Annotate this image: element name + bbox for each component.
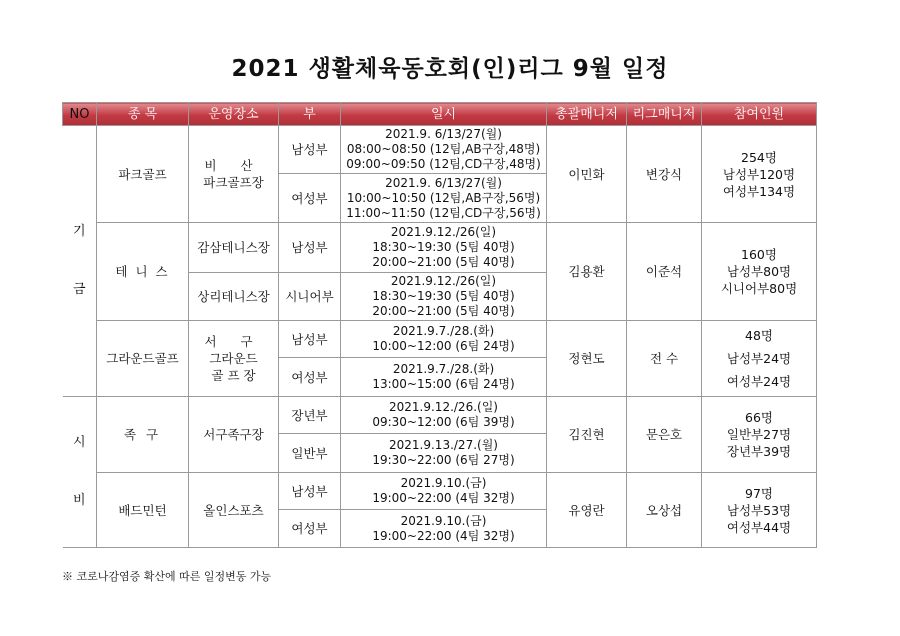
table-row bbox=[63, 321, 817, 358]
header-row bbox=[63, 103, 817, 126]
sport-name: 테 니 스 bbox=[97, 223, 189, 321]
general-manager: 정현도 bbox=[547, 321, 627, 397]
schedule-cell: 2021.9.12./26.(일) 09:30~12:00 (6팀 39명) bbox=[341, 397, 547, 434]
venue: 감삼테니스장 bbox=[189, 223, 279, 273]
schedule-cell: 2021.9.12./26(일) 18:30~19:30 (5팀 40명) 20:00~21:00 (5팀 40명) bbox=[341, 223, 547, 273]
participants: 160명 남성부80명 시니어부80명 bbox=[702, 223, 817, 321]
division: 여성부 bbox=[279, 510, 341, 548]
division: 남성부 bbox=[279, 223, 341, 273]
schedule-cell: 2021.9.7./28.(화) 13:00~15:00 (6팀 24명) bbox=[341, 358, 547, 397]
venue: 서구족구장 bbox=[189, 397, 279, 473]
league-manager: 문은호 bbox=[627, 397, 702, 473]
sport-name: 배드민턴 bbox=[97, 473, 189, 548]
league-manager: 변강식 bbox=[627, 126, 702, 223]
schedule-cell: 2021.9.13./27.(월) 19:30~22:00 (6팀 27명) bbox=[341, 434, 547, 473]
general-manager: 유영란 bbox=[547, 473, 627, 548]
league-manager: 오상섭 bbox=[627, 473, 702, 548]
header-division: 부 bbox=[279, 103, 341, 126]
league-manager: 이준석 bbox=[627, 223, 702, 321]
category-gijeum: 기 금 bbox=[63, 126, 97, 397]
sport-name: 족 구 bbox=[97, 397, 189, 473]
header-league-manager: 리그매니저 bbox=[627, 103, 702, 126]
general-manager: 이민화 bbox=[547, 126, 627, 223]
division: 일반부 bbox=[279, 434, 341, 473]
page-title: 2021 생활체육동호회(인)리그 9월 일정 bbox=[231, 56, 669, 82]
general-manager: 김진현 bbox=[547, 397, 627, 473]
table-row bbox=[63, 473, 817, 510]
division: 남성부 bbox=[279, 321, 341, 358]
table-row bbox=[63, 223, 817, 273]
schedule-cell: 2021.9. 6/13/27(월) 08:00~08:50 (12팀,AB구장,48명) 09:00~09:50 (12팀,CD구장,48명) bbox=[341, 126, 547, 174]
division: 장년부 bbox=[279, 397, 341, 434]
division: 남성부 bbox=[279, 126, 341, 174]
header-no: NO bbox=[63, 103, 97, 126]
header-general-manager: 총괄매니저 bbox=[547, 103, 627, 126]
venue: 비 산 파크골프장 bbox=[189, 126, 279, 223]
venue: 상리테니스장 bbox=[189, 273, 279, 321]
table-row bbox=[63, 397, 817, 434]
participants: 48명 남성부24명 여성부24명 bbox=[702, 321, 817, 397]
league-manager: 전 수 bbox=[627, 321, 702, 397]
schedule-cell: 2021.9. 6/13/27(월) 10:00~10:50 (12팀,AB구장,56명) 11:00~11:50 (12팀,CD구장,56명) bbox=[341, 174, 547, 223]
category-sibi: 시 비 bbox=[63, 397, 97, 548]
participants: 66명 일반부27명 장년부39명 bbox=[702, 397, 817, 473]
header-schedule: 일시 bbox=[341, 103, 547, 126]
venue: 서 구 그라운드 골 프 장 bbox=[189, 321, 279, 397]
header-participants: 참여인원 bbox=[702, 103, 817, 126]
header-venue: 운영장소 bbox=[189, 103, 279, 126]
header-sport: 종 목 bbox=[97, 103, 189, 126]
division: 여성부 bbox=[279, 174, 341, 223]
footnote: ※ 코로나감염증 확산에 따른 일정변동 가능 bbox=[62, 570, 272, 583]
schedule-table bbox=[62, 102, 817, 548]
schedule-cell: 2021.9.10.(금) 19:00~22:00 (4팀 32명) bbox=[341, 473, 547, 510]
schedule-cell: 2021.9.7./28.(화) 10:00~12:00 (6팀 24명) bbox=[341, 321, 547, 358]
venue: 올인스포츠 bbox=[189, 473, 279, 548]
sport-name: 그라운드골프 bbox=[97, 321, 189, 397]
general-manager: 김용환 bbox=[547, 223, 627, 321]
table-row bbox=[63, 126, 817, 174]
schedule-cell: 2021.9.12./26(일) 18:30~19:30 (5팀 40명) 20:00~21:00 (5팀 40명) bbox=[341, 273, 547, 321]
division: 시니어부 bbox=[279, 273, 341, 321]
division: 여성부 bbox=[279, 358, 341, 397]
participants: 97명 남성부53명 여성부44명 bbox=[702, 473, 817, 548]
division: 남성부 bbox=[279, 473, 341, 510]
participants: 254명 남성부120명 여성부134명 bbox=[702, 126, 817, 223]
sport-name: 파크골프 bbox=[97, 126, 189, 223]
schedule-cell: 2021.9.10.(금) 19:00~22:00 (4팀 32명) bbox=[341, 510, 547, 548]
